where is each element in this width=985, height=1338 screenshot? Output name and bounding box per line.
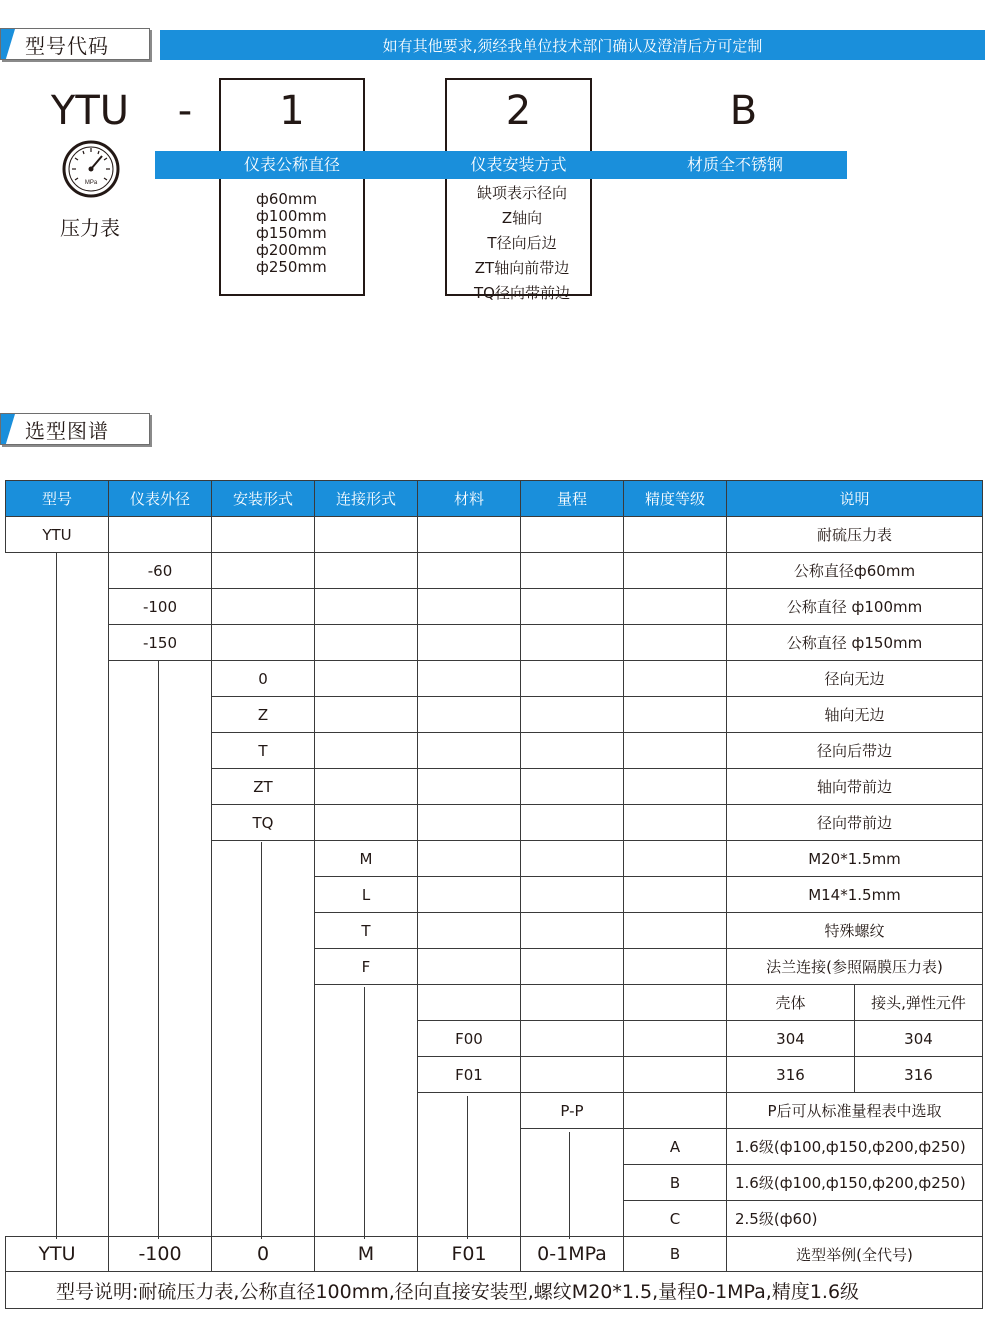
label3: 材质全不锈钢 [686,155,783,174]
diameter-item: ф200mm [256,241,327,259]
code-prefix: YTU [50,88,130,134]
section-tag-selection [0,413,150,445]
table-row [6,625,983,661]
slot2-char: 2 [505,88,532,134]
acc-code: C [624,1201,727,1237]
selection-table [5,480,983,1309]
header-cell: 材料 [418,481,521,517]
table-row [6,1093,983,1129]
connector-line [261,842,262,1239]
desc-cell: 1.6级(ф100,ф150,ф200,ф250) [727,1129,983,1165]
table-header [6,481,983,517]
section-title: 型号代码 [25,33,109,58]
header-cell: 型号 [6,481,109,517]
example-cell: 0 [212,1237,315,1272]
header-cell: 安装形式 [212,481,315,517]
desc-cell: 公称直径 ф150mm [727,625,983,661]
acc-code: B [624,1165,727,1201]
acc-code: A [624,1129,727,1165]
table-row [6,1129,983,1165]
desc-cell: 2.5级(ф60) [727,1201,983,1237]
connector-line [364,987,365,1239]
notice-bar [160,30,985,60]
connector-line [467,1096,468,1239]
conn-code: M [315,841,418,877]
mat-head: 接头,弹性元件 [855,985,983,1021]
table-row [6,1021,983,1057]
diameter-item: ф150mm [256,224,327,242]
desc-cell: 耐硫压力表 [727,517,983,553]
desc-cell: M20*1.5mm [727,841,983,877]
table-row [6,805,983,841]
section-tag-model-code [0,28,150,60]
diam-code: -150 [109,625,212,661]
desc-cell: 公称直径ф60mm [727,553,983,589]
label1: 仪表公称直径 [243,155,340,174]
mount-code: ZT [212,769,315,805]
pressure-gauge-icon [62,140,120,198]
table-row [6,985,983,1021]
mat-value: 304 [727,1021,855,1057]
example-cell: M [315,1237,418,1272]
diam-code: -60 [109,553,212,589]
tag-accent [1,414,15,444]
conn-code: T [315,913,418,949]
conn-code: F [315,949,418,985]
desc-cell: 轴向无边 [727,697,983,733]
table-row [6,841,983,877]
example-row [6,1237,983,1272]
example-cell: YTU [6,1237,109,1272]
mat-value: 316 [727,1057,855,1093]
connector-line [158,661,159,1239]
mount-list [447,181,597,306]
mount-item: ZT轴向前带边 [474,259,570,277]
diameter-item: ф100mm [256,207,327,225]
diameter-item: ф250mm [256,258,327,276]
section-title: 选型图谱 [25,418,109,443]
range-code: P-P [521,1093,624,1129]
mat-code: F01 [418,1057,521,1093]
conn-code: L [315,877,418,913]
table-row [6,913,983,949]
desc-cell: 1.6级(ф100,ф150,ф200,ф250) [727,1165,983,1201]
example-cell: 选型举例(全代号) [727,1237,983,1272]
table-row [6,517,983,553]
desc-cell: 径向无边 [727,661,983,697]
header-cell: 精度等级 [624,481,727,517]
table-row [6,661,983,697]
header-cell: 量程 [521,481,624,517]
example-cell: F01 [418,1237,521,1272]
mount-item: Z轴向 [501,209,543,227]
diam-code: -100 [109,589,212,625]
desc-cell: P后可从标准量程表中选取 [727,1093,983,1129]
gauge-unit: MPa [84,180,98,186]
table-row [6,697,983,733]
table-row [6,877,983,913]
product-name: 压力表 [60,216,120,240]
slot1-char: 1 [279,88,305,134]
label2: 仪表安装方式 [470,155,567,174]
desc-cell: 公称直径 ф100mm [727,589,983,625]
desc-cell: 特殊螺纹 [727,913,983,949]
table-row [6,1165,983,1201]
mount-code: T [212,733,315,769]
diameter-item: ф60mm [256,190,318,208]
mount-code: TQ [212,805,315,841]
example-cell: -100 [109,1237,212,1272]
table-row [6,733,983,769]
tag-accent [1,29,15,59]
mount-item: T径向后边 [487,234,557,252]
mat-value: 304 [855,1021,983,1057]
table-row [6,1057,983,1093]
model-note: 型号说明:耐硫压力表,公称直径100mm,径向直接安装型,螺纹M20*1.5,量程0-1MPa,精度1.6级 [6,1272,983,1309]
mat-value: 316 [855,1057,983,1093]
desc-cell: 法兰连接(参照隔膜压力表) [727,949,983,985]
example-cell: 0-1MPa [521,1237,624,1272]
diameter-list [256,191,327,276]
mount-code: Z [212,697,315,733]
connector-line [56,552,57,1239]
desc-cell: M14*1.5mm [727,877,983,913]
mat-head: 壳体 [727,985,855,1021]
note-row [6,1272,983,1309]
desc-cell: 径向后带边 [727,733,983,769]
slot3-char: B [729,88,758,134]
header-cell: 说明 [727,481,983,517]
header-cell: 仪表外径 [109,481,212,517]
table-row [6,769,983,805]
model-cell: YTU [6,517,109,553]
table-row [6,553,983,589]
code-dash: - [177,88,193,134]
mount-code: 0 [212,661,315,697]
mat-code: F00 [418,1021,521,1057]
table-row [6,949,983,985]
desc-cell: 轴向带前边 [727,769,983,805]
connector-line [569,1132,570,1239]
notice-text: 如有其他要求,须经我单位技术部门确认及澄清后方可定制 [382,36,763,55]
mount-item: TQ径向带前边 [474,284,570,302]
header-cell: 连接形式 [315,481,418,517]
mount-item: 缺项表示径向 [476,184,567,202]
table-row [6,589,983,625]
example-cell: B [624,1237,727,1272]
desc-cell: 径向带前边 [727,805,983,841]
table-row [6,1201,983,1237]
